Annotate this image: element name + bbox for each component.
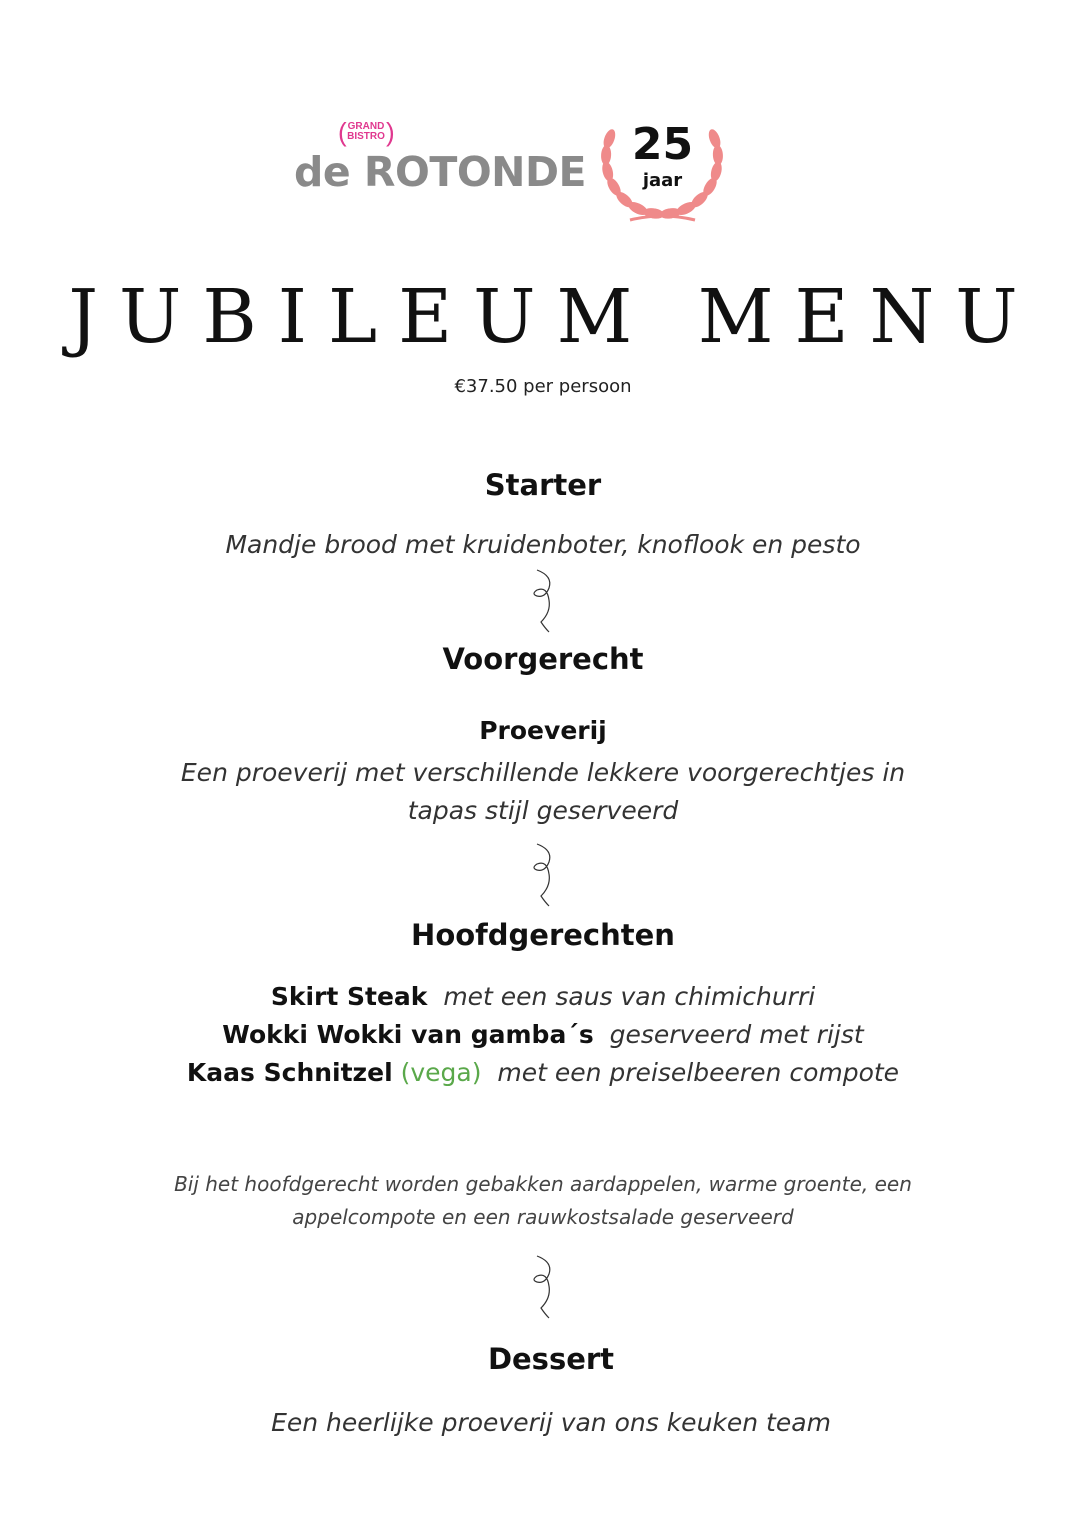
hoofdgerecht-note-line2: appelcompote en een rauwkostsalade geserveerd [292,1205,794,1229]
dish-name: Skirt Steak [270,982,428,1011]
logo-paren-left: ( [338,117,347,147]
hoofdgerecht-note-line1: Bij het hoofdgerecht worden gebakken aardappelen, warme groente, een [174,1172,912,1196]
dessert-description: Een heerlijke proeverij van ons keuken team [271,1408,831,1437]
logo-badge [340,122,392,142]
dish-description: geserveerd met rijst [609,1020,864,1049]
starter-heading: Starter [484,468,602,502]
dish-line [0,1016,1086,1054]
logo-name: de ROTONDE [294,148,587,196]
hoofdgerechten-heading: Hoofdgerechten [411,918,675,952]
logo-paren-right: ) [386,117,395,147]
dish-description: met een preiselbeeren compote [497,1058,900,1087]
menu-price: €37.50 per persoon [454,376,632,397]
logo-badge-line1: GRAND [347,121,385,132]
voorgerecht-description-line2: tapas stijl geserveerd [407,796,679,825]
logo-badge-line2: BISTRO [347,131,385,142]
dish-line [0,1054,1086,1092]
anniversary-badge [590,92,735,232]
dish-line [0,978,1086,1016]
dish-description: met een saus van chimichurri [443,982,816,1011]
dish-name: Wokki Wokki van gamba´s [222,1020,594,1049]
anniversary-word: jaar [642,170,683,191]
voorgerecht-description-line1: Een proeverij met verschillende lekkere voorgerechtjes in [180,758,906,787]
swirl-divider-icon [523,840,563,910]
restaurant-logo [290,117,587,198]
swirl-divider-icon [523,566,563,636]
voorgerecht-heading: Voorgerecht [442,642,644,676]
anniversary-number: 25 [631,119,694,170]
voorgerecht-dish: Proeverij [479,716,607,745]
vega-tag: (vega) [400,1058,482,1087]
dessert-heading: Dessert [487,1342,615,1376]
menu-title: JUBILEUM MENU [68,274,1039,360]
starter-description: Mandje brood met kruidenboter, knoflook en pesto [225,530,861,559]
swirl-divider-icon [523,1252,563,1322]
dish-name: Kaas Schnitzel [186,1058,393,1087]
